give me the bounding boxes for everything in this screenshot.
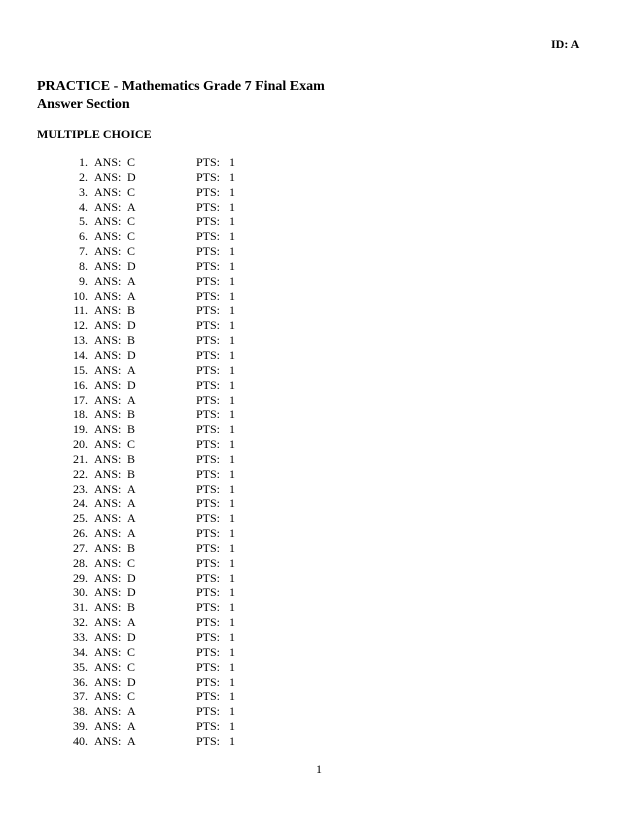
pts-label: PTS: bbox=[196, 704, 221, 719]
question-number: 38. bbox=[73, 704, 88, 719]
answer-value: A bbox=[127, 511, 136, 526]
answer-value: C bbox=[127, 555, 136, 570]
answer-value: D bbox=[127, 674, 136, 689]
pts-label: PTS: bbox=[196, 719, 221, 734]
question-number: 14. bbox=[73, 347, 88, 362]
answer-row bbox=[0, 630, 638, 645]
answer-row bbox=[0, 333, 638, 348]
ans-label: ANS: bbox=[94, 407, 122, 422]
ans-label: ANS: bbox=[94, 674, 122, 689]
answer-row bbox=[0, 185, 638, 200]
answer-row bbox=[0, 645, 638, 660]
answer-row bbox=[0, 437, 638, 452]
answer-value: B bbox=[127, 333, 136, 348]
ans-label: ANS: bbox=[94, 437, 122, 452]
answer-value: A bbox=[127, 733, 136, 748]
answer-row bbox=[0, 348, 638, 363]
answer-row bbox=[0, 482, 638, 497]
ans-label: ANS: bbox=[94, 184, 122, 199]
points-value: 1 bbox=[229, 244, 235, 259]
answer-row bbox=[0, 244, 638, 259]
answer-row bbox=[0, 526, 638, 541]
ans-label: ANS: bbox=[94, 199, 122, 214]
answer-row bbox=[0, 541, 638, 556]
answer-value: D bbox=[127, 630, 136, 644]
question-number: 30. bbox=[73, 585, 88, 600]
ans-label: ANS: bbox=[94, 377, 122, 392]
answer-row bbox=[0, 155, 638, 170]
answer-row bbox=[0, 600, 638, 615]
points-value: 1 bbox=[229, 555, 235, 570]
pts-label: PTS: bbox=[196, 585, 221, 600]
answer-value: C bbox=[127, 184, 136, 199]
ans-label: ANS: bbox=[94, 347, 122, 362]
pts-label: PTS: bbox=[196, 437, 221, 452]
answer-row bbox=[0, 274, 638, 289]
answer-row bbox=[0, 214, 638, 229]
question-number: 36. bbox=[73, 674, 88, 689]
ans-label: ANS: bbox=[94, 496, 122, 511]
answer-row bbox=[0, 229, 638, 244]
answer-row bbox=[0, 585, 638, 600]
answer-value: C bbox=[127, 214, 136, 229]
answer-row bbox=[0, 571, 638, 586]
points-value: 1 bbox=[229, 392, 235, 407]
question-number: 19. bbox=[73, 422, 88, 437]
points-value: 1 bbox=[229, 362, 235, 377]
pts-label: PTS: bbox=[196, 244, 221, 259]
answer-value: B bbox=[127, 451, 136, 466]
answer-value: D bbox=[127, 570, 136, 585]
pts-label: PTS: bbox=[196, 199, 221, 214]
points-value: 1 bbox=[229, 704, 235, 719]
document-title: PRACTICE - Mathematics Grade 7 Final Exam bbox=[37, 79, 325, 94]
question-number: 27. bbox=[73, 540, 88, 555]
answer-row bbox=[0, 303, 638, 318]
question-number: 7. bbox=[79, 244, 88, 259]
answer-row bbox=[0, 704, 638, 719]
question-number: 3. bbox=[79, 184, 88, 199]
points-value: 1 bbox=[229, 288, 235, 303]
answer-row bbox=[0, 660, 638, 675]
question-number: 16. bbox=[73, 377, 88, 392]
ans-label: ANS: bbox=[94, 333, 122, 348]
ans-label: ANS: bbox=[94, 511, 122, 526]
question-number: 2. bbox=[79, 169, 88, 184]
answer-value: A bbox=[127, 199, 136, 214]
ans-label: ANS: bbox=[94, 689, 122, 704]
answer-value: D bbox=[127, 318, 136, 333]
document-id: ID: A bbox=[551, 37, 580, 51]
ans-label: ANS: bbox=[94, 451, 122, 466]
ans-label: ANS: bbox=[94, 555, 122, 570]
answer-value: C bbox=[127, 229, 136, 244]
points-value: 1 bbox=[229, 689, 235, 704]
points-value: 1 bbox=[229, 199, 235, 214]
ans-label: ANS: bbox=[94, 540, 122, 555]
ans-label: ANS: bbox=[94, 155, 122, 169]
question-number: 17. bbox=[73, 392, 88, 407]
answer-value: A bbox=[127, 719, 136, 734]
question-number: 11. bbox=[73, 303, 88, 318]
pts-label: PTS: bbox=[196, 362, 221, 377]
answer-row bbox=[0, 689, 638, 704]
pts-label: PTS: bbox=[196, 273, 221, 288]
question-number: 21. bbox=[73, 451, 88, 466]
answer-value: C bbox=[127, 659, 136, 674]
points-value: 1 bbox=[229, 585, 235, 600]
question-number: 5. bbox=[79, 214, 88, 229]
points-value: 1 bbox=[229, 674, 235, 689]
pts-label: PTS: bbox=[196, 644, 221, 659]
question-number: 15. bbox=[73, 362, 88, 377]
answer-value: A bbox=[127, 392, 136, 407]
question-number: 8. bbox=[79, 258, 88, 273]
answer-row bbox=[0, 675, 638, 690]
pts-label: PTS: bbox=[196, 630, 221, 644]
pts-label: PTS: bbox=[196, 392, 221, 407]
points-value: 1 bbox=[229, 630, 235, 644]
answer-row bbox=[0, 318, 638, 333]
question-number: 40. bbox=[73, 733, 88, 748]
pts-label: PTS: bbox=[196, 659, 221, 674]
question-number: 33. bbox=[73, 630, 88, 644]
answer-value: D bbox=[127, 258, 136, 273]
pts-label: PTS: bbox=[196, 155, 221, 169]
answer-value: A bbox=[127, 481, 136, 496]
pts-label: PTS: bbox=[196, 481, 221, 496]
question-number: 4. bbox=[79, 199, 88, 214]
answer-value: A bbox=[127, 615, 136, 630]
pts-label: PTS: bbox=[196, 511, 221, 526]
ans-label: ANS: bbox=[94, 229, 122, 244]
points-value: 1 bbox=[229, 719, 235, 734]
question-number: 35. bbox=[73, 659, 88, 674]
points-value: 1 bbox=[229, 422, 235, 437]
page-number: 1 bbox=[316, 762, 322, 776]
points-value: 1 bbox=[229, 229, 235, 244]
points-value: 1 bbox=[229, 303, 235, 318]
ans-label: ANS: bbox=[94, 585, 122, 600]
ans-label: ANS: bbox=[94, 422, 122, 437]
answer-value: A bbox=[127, 288, 136, 303]
answer-value: C bbox=[127, 244, 136, 259]
answer-value: A bbox=[127, 273, 136, 288]
points-value: 1 bbox=[229, 258, 235, 273]
ans-label: ANS: bbox=[94, 644, 122, 659]
question-number: 29. bbox=[73, 570, 88, 585]
answer-value: A bbox=[127, 526, 136, 541]
ans-label: ANS: bbox=[94, 362, 122, 377]
answer-value: D bbox=[127, 169, 136, 184]
ans-label: ANS: bbox=[94, 570, 122, 585]
pts-label: PTS: bbox=[196, 184, 221, 199]
points-value: 1 bbox=[229, 155, 235, 169]
ans-label: ANS: bbox=[94, 318, 122, 333]
ans-label: ANS: bbox=[94, 214, 122, 229]
answer-row bbox=[0, 259, 638, 274]
pts-label: PTS: bbox=[196, 407, 221, 422]
points-value: 1 bbox=[229, 169, 235, 184]
question-number: 25. bbox=[73, 511, 88, 526]
pts-label: PTS: bbox=[196, 733, 221, 748]
points-value: 1 bbox=[229, 273, 235, 288]
answer-row bbox=[0, 289, 638, 304]
answer-value: B bbox=[127, 303, 136, 318]
question-number: 20. bbox=[73, 437, 88, 452]
question-number: 10. bbox=[73, 288, 88, 303]
pts-label: PTS: bbox=[196, 689, 221, 704]
question-number: 32. bbox=[73, 615, 88, 630]
pts-label: PTS: bbox=[196, 555, 221, 570]
pts-label: PTS: bbox=[196, 615, 221, 630]
pts-label: PTS: bbox=[196, 422, 221, 437]
question-number: 18. bbox=[73, 407, 88, 422]
answer-row bbox=[0, 452, 638, 467]
answer-value: A bbox=[127, 496, 136, 511]
points-value: 1 bbox=[229, 511, 235, 526]
answer-row bbox=[0, 200, 638, 215]
answer-row bbox=[0, 556, 638, 571]
pts-label: PTS: bbox=[196, 214, 221, 229]
ans-label: ANS: bbox=[94, 526, 122, 541]
ans-label: ANS: bbox=[94, 733, 122, 748]
pts-label: PTS: bbox=[196, 377, 221, 392]
question-number: 26. bbox=[73, 526, 88, 541]
pts-label: PTS: bbox=[196, 451, 221, 466]
answer-row bbox=[0, 407, 638, 422]
answer-row bbox=[0, 422, 638, 437]
pts-label: PTS: bbox=[196, 288, 221, 303]
points-value: 1 bbox=[229, 347, 235, 362]
points-value: 1 bbox=[229, 466, 235, 481]
ans-label: ANS: bbox=[94, 244, 122, 259]
answer-value: B bbox=[127, 466, 136, 481]
answer-value: B bbox=[127, 407, 136, 422]
answer-row bbox=[0, 170, 638, 185]
points-value: 1 bbox=[229, 570, 235, 585]
answer-value: C bbox=[127, 437, 136, 452]
title-block bbox=[37, 78, 325, 114]
section-heading: MULTIPLE CHOICE bbox=[37, 127, 152, 141]
question-number: 24. bbox=[73, 496, 88, 511]
points-value: 1 bbox=[229, 451, 235, 466]
points-value: 1 bbox=[229, 437, 235, 452]
ans-label: ANS: bbox=[94, 704, 122, 719]
answer-value: B bbox=[127, 540, 136, 555]
points-value: 1 bbox=[229, 615, 235, 630]
ans-label: ANS: bbox=[94, 481, 122, 496]
points-value: 1 bbox=[229, 318, 235, 333]
pts-label: PTS: bbox=[196, 570, 221, 585]
answer-row bbox=[0, 719, 638, 734]
ans-label: ANS: bbox=[94, 303, 122, 318]
answer-row bbox=[0, 511, 638, 526]
answer-row bbox=[0, 467, 638, 482]
ans-label: ANS: bbox=[94, 615, 122, 630]
answer-row bbox=[0, 615, 638, 630]
pts-label: PTS: bbox=[196, 333, 221, 348]
answer-value: C bbox=[127, 689, 136, 704]
pts-label: PTS: bbox=[196, 229, 221, 244]
question-number: 22. bbox=[73, 466, 88, 481]
ans-label: ANS: bbox=[94, 630, 122, 644]
ans-label: ANS: bbox=[94, 719, 122, 734]
ans-label: ANS: bbox=[94, 288, 122, 303]
ans-label: ANS: bbox=[94, 392, 122, 407]
pts-label: PTS: bbox=[196, 466, 221, 481]
points-value: 1 bbox=[229, 733, 235, 748]
points-value: 1 bbox=[229, 600, 235, 615]
answer-row bbox=[0, 734, 638, 749]
answer-value: B bbox=[127, 422, 136, 437]
document-subtitle: Answer Section bbox=[37, 97, 130, 112]
answer-value: D bbox=[127, 585, 136, 600]
question-number: 6. bbox=[79, 229, 88, 244]
pts-label: PTS: bbox=[196, 318, 221, 333]
ans-label: ANS: bbox=[94, 169, 122, 184]
points-value: 1 bbox=[229, 481, 235, 496]
points-value: 1 bbox=[229, 407, 235, 422]
pts-label: PTS: bbox=[196, 600, 221, 615]
answer-value: D bbox=[127, 347, 136, 362]
answer-row bbox=[0, 363, 638, 378]
pts-label: PTS: bbox=[196, 258, 221, 273]
ans-label: ANS: bbox=[94, 258, 122, 273]
answer-row bbox=[0, 378, 638, 393]
pts-label: PTS: bbox=[196, 526, 221, 541]
pts-label: PTS: bbox=[196, 674, 221, 689]
question-number: 31. bbox=[73, 600, 88, 615]
points-value: 1 bbox=[229, 644, 235, 659]
pts-label: PTS: bbox=[196, 496, 221, 511]
points-value: 1 bbox=[229, 526, 235, 541]
question-number: 37. bbox=[73, 689, 88, 704]
points-value: 1 bbox=[229, 540, 235, 555]
points-value: 1 bbox=[229, 333, 235, 348]
answer-list bbox=[0, 155, 638, 749]
ans-label: ANS: bbox=[94, 273, 122, 288]
answer-value: C bbox=[127, 155, 136, 169]
points-value: 1 bbox=[229, 659, 235, 674]
points-value: 1 bbox=[229, 214, 235, 229]
question-number: 34. bbox=[73, 644, 88, 659]
points-value: 1 bbox=[229, 377, 235, 392]
question-number: 9. bbox=[79, 273, 88, 288]
question-number: 12. bbox=[73, 318, 88, 333]
answer-row bbox=[0, 496, 638, 511]
question-number: 39. bbox=[73, 719, 88, 734]
pts-label: PTS: bbox=[196, 169, 221, 184]
answer-value: B bbox=[127, 600, 136, 615]
ans-label: ANS: bbox=[94, 466, 122, 481]
question-number: 1. bbox=[79, 155, 88, 169]
pts-label: PTS: bbox=[196, 347, 221, 362]
pts-label: PTS: bbox=[196, 303, 221, 318]
points-value: 1 bbox=[229, 184, 235, 199]
question-number: 13. bbox=[73, 333, 88, 348]
answer-value: D bbox=[127, 377, 136, 392]
ans-label: ANS: bbox=[94, 659, 122, 674]
points-value: 1 bbox=[229, 496, 235, 511]
answer-value: A bbox=[127, 704, 136, 719]
answer-value: A bbox=[127, 362, 136, 377]
ans-label: ANS: bbox=[94, 600, 122, 615]
question-number: 28. bbox=[73, 555, 88, 570]
answer-value: C bbox=[127, 644, 136, 659]
answer-row bbox=[0, 393, 638, 408]
question-number: 23. bbox=[73, 481, 88, 496]
pts-label: PTS: bbox=[196, 540, 221, 555]
